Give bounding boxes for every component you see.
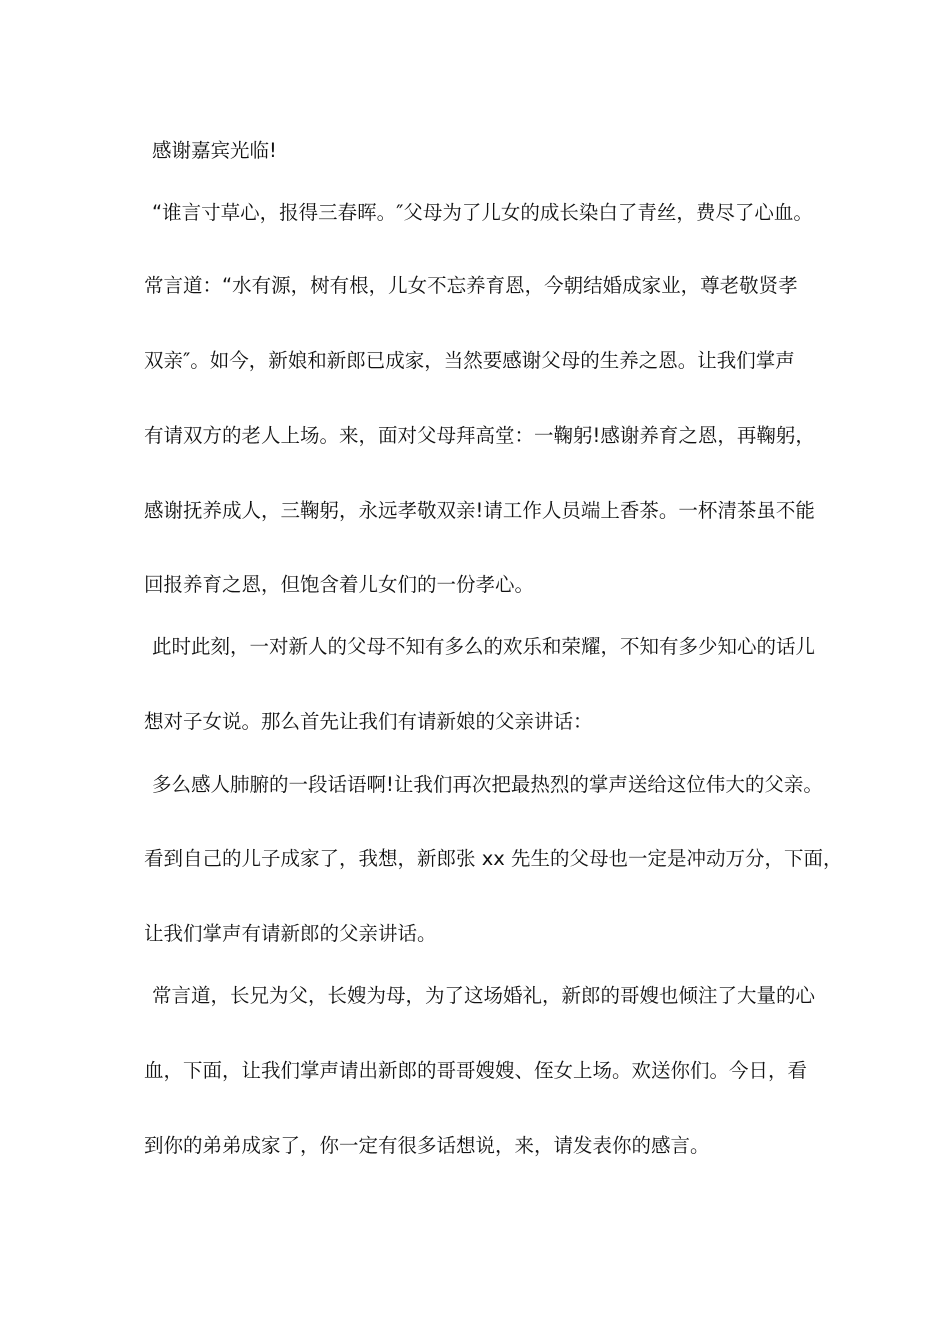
text-line-6: 感谢抚养成人，三鞠躬，永远孝敬双亲!请工作人员端上香茶。一杯清茶虽不能 (144, 499, 815, 522)
text-line-8: 此时此刻，一对新人的父母不知有多么的欢乐和荣耀，不知有多少知心的话儿 (152, 635, 816, 658)
text-line-5: 有请双方的老人上场。来，面对父母拜高堂：一鞠躬!感谢养育之恩，再鞠躬， (144, 424, 815, 447)
text-line-2: “谁言寸草心，报得三春晖。″父母为了儿女的成长染白了青丝，费尽了心血。 (152, 201, 813, 224)
text-line-11: 看到自己的儿子成家了，我想，新郎张 xx 先生的父母也一定是冲动万分，下面， (144, 847, 843, 870)
text-line-12: 让我们掌声有请新郎的父亲讲话。 (144, 922, 437, 945)
text-line-7: 回报养育之恩，但饱含着儿女们的一份孝心。 (144, 573, 535, 596)
text-line-13: 常言道，长兄为父，长嫂为母，为了这场婚礼，新郎的哥嫂也倾注了大量的心 (152, 984, 816, 1007)
text-line-9: 想对子女说。那么首先让我们有请新娘的父亲讲话： (144, 710, 593, 733)
text-line-15: 到你的弟弟成家了，你一定有很多话想说，来，请发表你的感言。 (144, 1134, 710, 1157)
text-line-3: 常言道：“水有源，树有根，儿女不忘养育恩，今朝结婚成家业，尊老敬贤孝 (144, 274, 798, 297)
text-line-4: 双亲″。如今，新娘和新郎已成家，当然要感谢父母的生养之恩。让我们掌声 (144, 349, 795, 372)
text-line-10: 多么感人肺腑的一段话语啊!让我们再次把最热烈的掌声送给这位伟大的父亲。 (152, 773, 823, 796)
text-line-14: 血，下面，让我们掌声请出新郎的哥哥嫂嫂、侄女上场。欢送你们。今日，看 (144, 1059, 808, 1082)
text-line-1: 感谢嘉宾光临! (152, 139, 277, 162)
